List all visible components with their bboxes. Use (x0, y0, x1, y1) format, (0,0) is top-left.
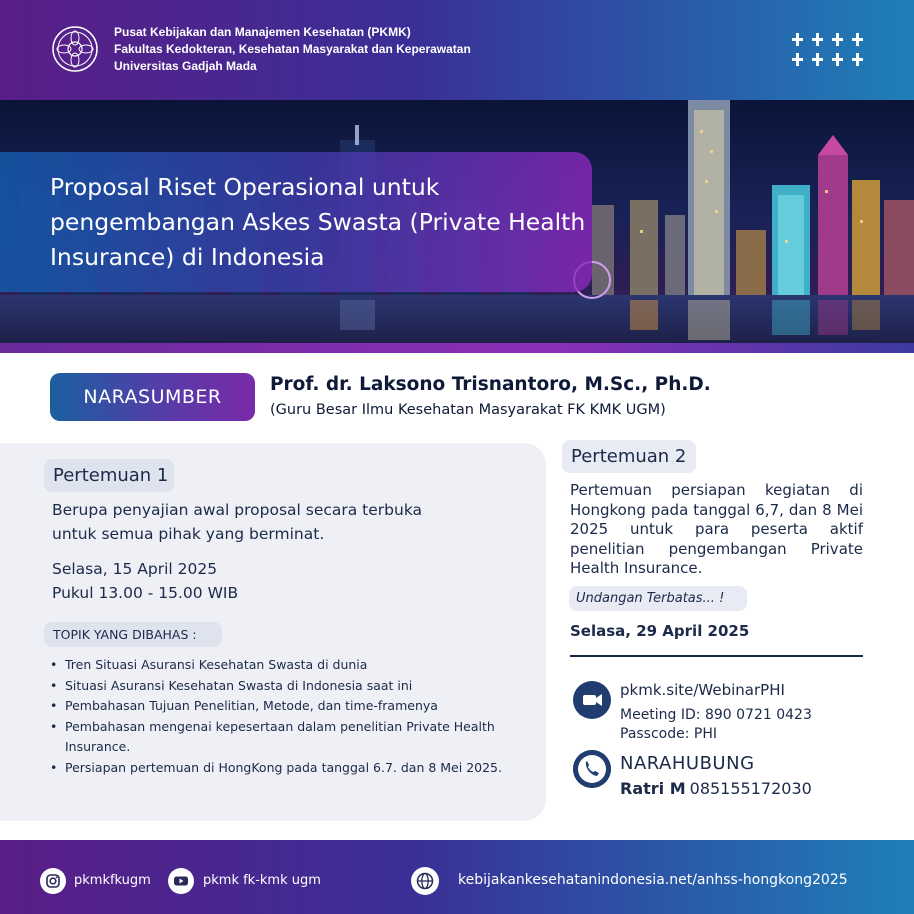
meeting-details (620, 706, 812, 744)
contact-phone[interactable]: 085155172030 (689, 779, 812, 798)
topic-item: • Persiapan pertemuan di HongKong pada tanggal 6.7. dan 8 Mei 2025. (48, 758, 528, 779)
session-2-description: Pertemuan persiapan kegiatan di Hongkong pada tanggal 6,7, dan 8 Mei 2025 untuk para peserta aktif penelitian pengembangan Private Health Insurance. (570, 481, 863, 577)
speaker-name: Prof. dr. Laksono Trisnantoro, M.Sc., Ph.D. (270, 374, 711, 395)
video-camera-icon (573, 681, 611, 719)
meeting-id: Meeting ID: 890 0721 0423 (620, 707, 812, 723)
invite-badge: Undangan Terbatas... ! (569, 586, 747, 611)
youtube-channel[interactable]: pkmk fk-kmk ugm (203, 873, 321, 888)
topics-label: TOPIK YANG DIBAHAS : (44, 622, 222, 647)
webinar-link[interactable]: pkmk.site/WebinarPHI (620, 681, 785, 699)
plus-grid-icon (792, 32, 864, 68)
ugm-seal-icon (50, 24, 100, 74)
org-line-3: Universitas Gadjah Mada (114, 59, 257, 73)
session-1-time: Pukul 13.00 - 15.00 WIB (52, 584, 239, 602)
meeting-passcode: Passcode: PHI (620, 726, 718, 742)
session-1-schedule (52, 557, 238, 605)
org-line-1: Pusat Kebijakan dan Manajemen Kesehatan (PKMK) (114, 25, 411, 39)
session-1-label: Pertemuan 1 (44, 459, 174, 492)
session-2-date: Selasa, 29 April 2025 (570, 622, 750, 640)
instagram-handle[interactable]: pkmkfkugm (74, 873, 151, 888)
phone-icon (573, 750, 611, 788)
organization-name (114, 24, 471, 75)
hero-accent-strip (0, 343, 914, 353)
contact-info (620, 779, 812, 798)
topic-item: • Situasi Asuransi Kesehatan Swasta di Indonesia saat ini (48, 676, 528, 697)
topic-item: • Pembahasan mengenai kepesertaan dalam penelitian Private Health Insurance. (48, 717, 528, 758)
page-title: Proposal Riset Operasional untuk pengembangan Askes Swasta (Private Health Insurance) di Indonesia (50, 173, 586, 271)
speaker-position: (Guru Besar Ilmu Kesehatan Masyarakat FK KMK UGM) (270, 402, 666, 418)
topic-item: • Tren Situasi Asuransi Kesehatan Swasta di dunia (48, 655, 528, 676)
contact-label: NARAHUBUNG (620, 753, 755, 774)
website-link[interactable]: kebijakankesehatanindonesia.net/anhss-hongkong2025 (458, 872, 848, 888)
instagram-icon (40, 868, 66, 894)
topic-item: • Pembahasan Tujuan Penelitian, Metode, dan time-framenya (48, 696, 528, 717)
topics-list (48, 655, 528, 778)
session-1-description: Berupa penyajian awal proposal secara terbuka untuk semua pihak yang berminat. (52, 501, 423, 543)
divider (570, 655, 863, 657)
session-2-label: Pertemuan 2 (562, 440, 696, 473)
globe-icon (411, 867, 439, 895)
narasumber-label: NARASUMBER (50, 373, 255, 421)
youtube-icon (168, 868, 194, 894)
contact-name: Ratri M (620, 779, 686, 798)
session-1-date: Selasa, 15 April 2025 (52, 560, 218, 578)
org-line-2: Fakultas Kedokteran, Kesehatan Masyarakat dan Keperawatan (114, 42, 471, 56)
